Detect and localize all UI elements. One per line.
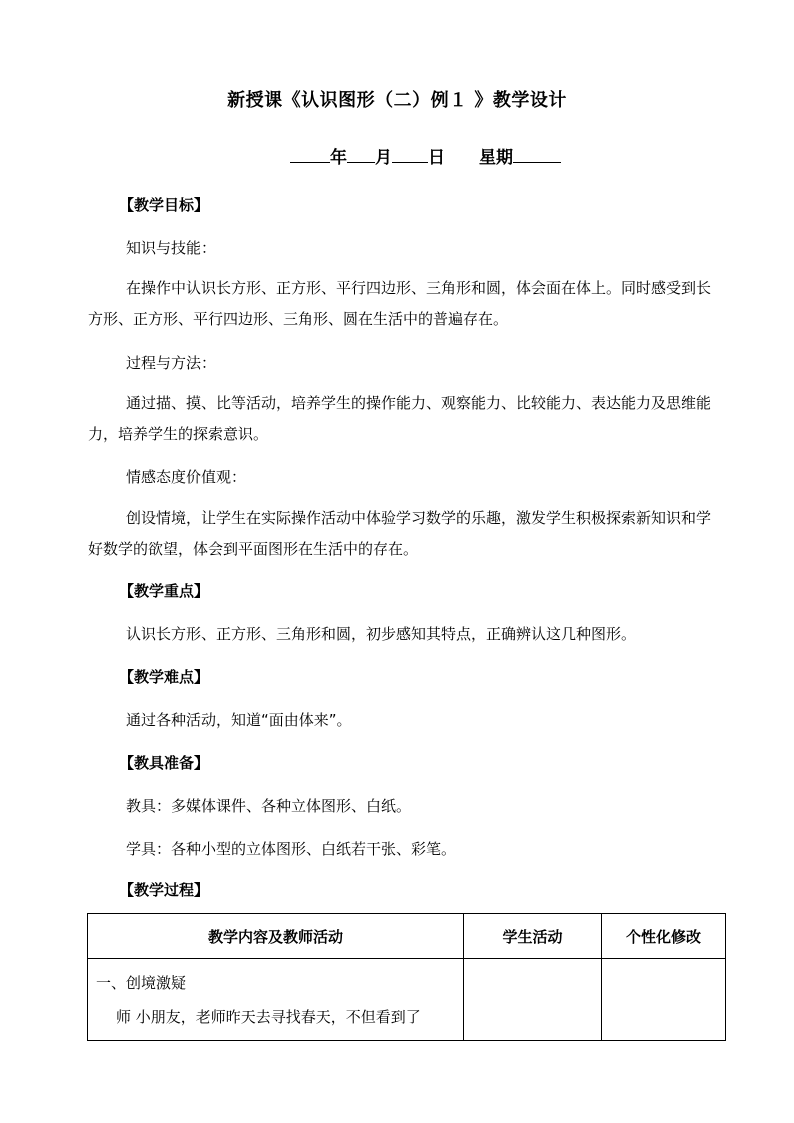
objectives-heading: 【教学目标】	[119, 196, 210, 214]
key-points-heading: 【教学重点】	[119, 582, 210, 600]
month-label: 月	[375, 148, 392, 168]
month-blank	[347, 145, 375, 163]
teacher-activity-cell	[88, 959, 464, 1041]
personal-notes-cell	[602, 959, 726, 1041]
materials-heading: 【教具准备】	[119, 754, 210, 772]
table-row	[88, 959, 726, 1041]
knowledge-label: 知识与技能：	[126, 239, 217, 257]
emotion-label: 情感态度价值观：	[126, 468, 247, 486]
section-title: 一、创境激疑	[96, 974, 187, 992]
year-label: 年	[330, 148, 347, 168]
process-method-text: 通过描、摸、比等活动，培养学生的操作能力、观察能力、比较能力、表达能力及思维能力，培养学生的探索意识。	[88, 394, 712, 443]
student-materials: 学具：各种小型的立体图形、白纸若干张、彩笔。	[126, 840, 457, 858]
column-header-personal-notes: 个性化修改	[602, 914, 726, 959]
day-blank	[392, 145, 428, 163]
document-title: 新授课《认识图形（二）例１ 》教学设计	[227, 90, 567, 111]
column-header-teacher-activity: 教学内容及教师活动	[88, 914, 464, 959]
process-heading: 【教学过程】	[119, 881, 210, 899]
column-header-student-activity: 学生活动	[464, 914, 602, 959]
teacher-materials: 教具：多媒体课件、各种立体图形、白纸。	[126, 797, 412, 815]
student-activity-cell	[464, 959, 602, 1041]
weekday-blank	[513, 145, 561, 163]
date-line	[290, 143, 561, 168]
weekday-label: 星期	[479, 148, 513, 168]
knowledge-text: 在操作中认识长方形、正方形、平行四边形、三角形和圆，体会面在体上。同时感受到长方形、正方形、平行四边形、三角形、圆在生活中的普遍存在。	[88, 279, 712, 328]
emotion-text: 创设情境，让学生在实际操作活动中体验学习数学的乐趣，激发学生积极探索新知识和学好数学的欲望，体会到平面图形在生活中的存在。	[88, 509, 712, 558]
key-points-text: 认识长方形、正方形、三角形和圆，初步感知其特点，正确辨认这几种图形。	[126, 625, 637, 643]
teacher-dialogue: 师 小朋友，老师昨天去寻找春天，不但看到了	[116, 1008, 421, 1026]
difficulties-text: 通过各种活动，知道“面由体来”。	[126, 711, 352, 729]
table-header-row	[88, 914, 726, 959]
day-label: 日	[428, 148, 445, 168]
difficulties-heading: 【教学难点】	[119, 668, 210, 686]
teaching-process-table	[87, 913, 726, 1041]
process-method-label: 过程与方法：	[126, 354, 217, 372]
year-blank	[290, 145, 330, 163]
